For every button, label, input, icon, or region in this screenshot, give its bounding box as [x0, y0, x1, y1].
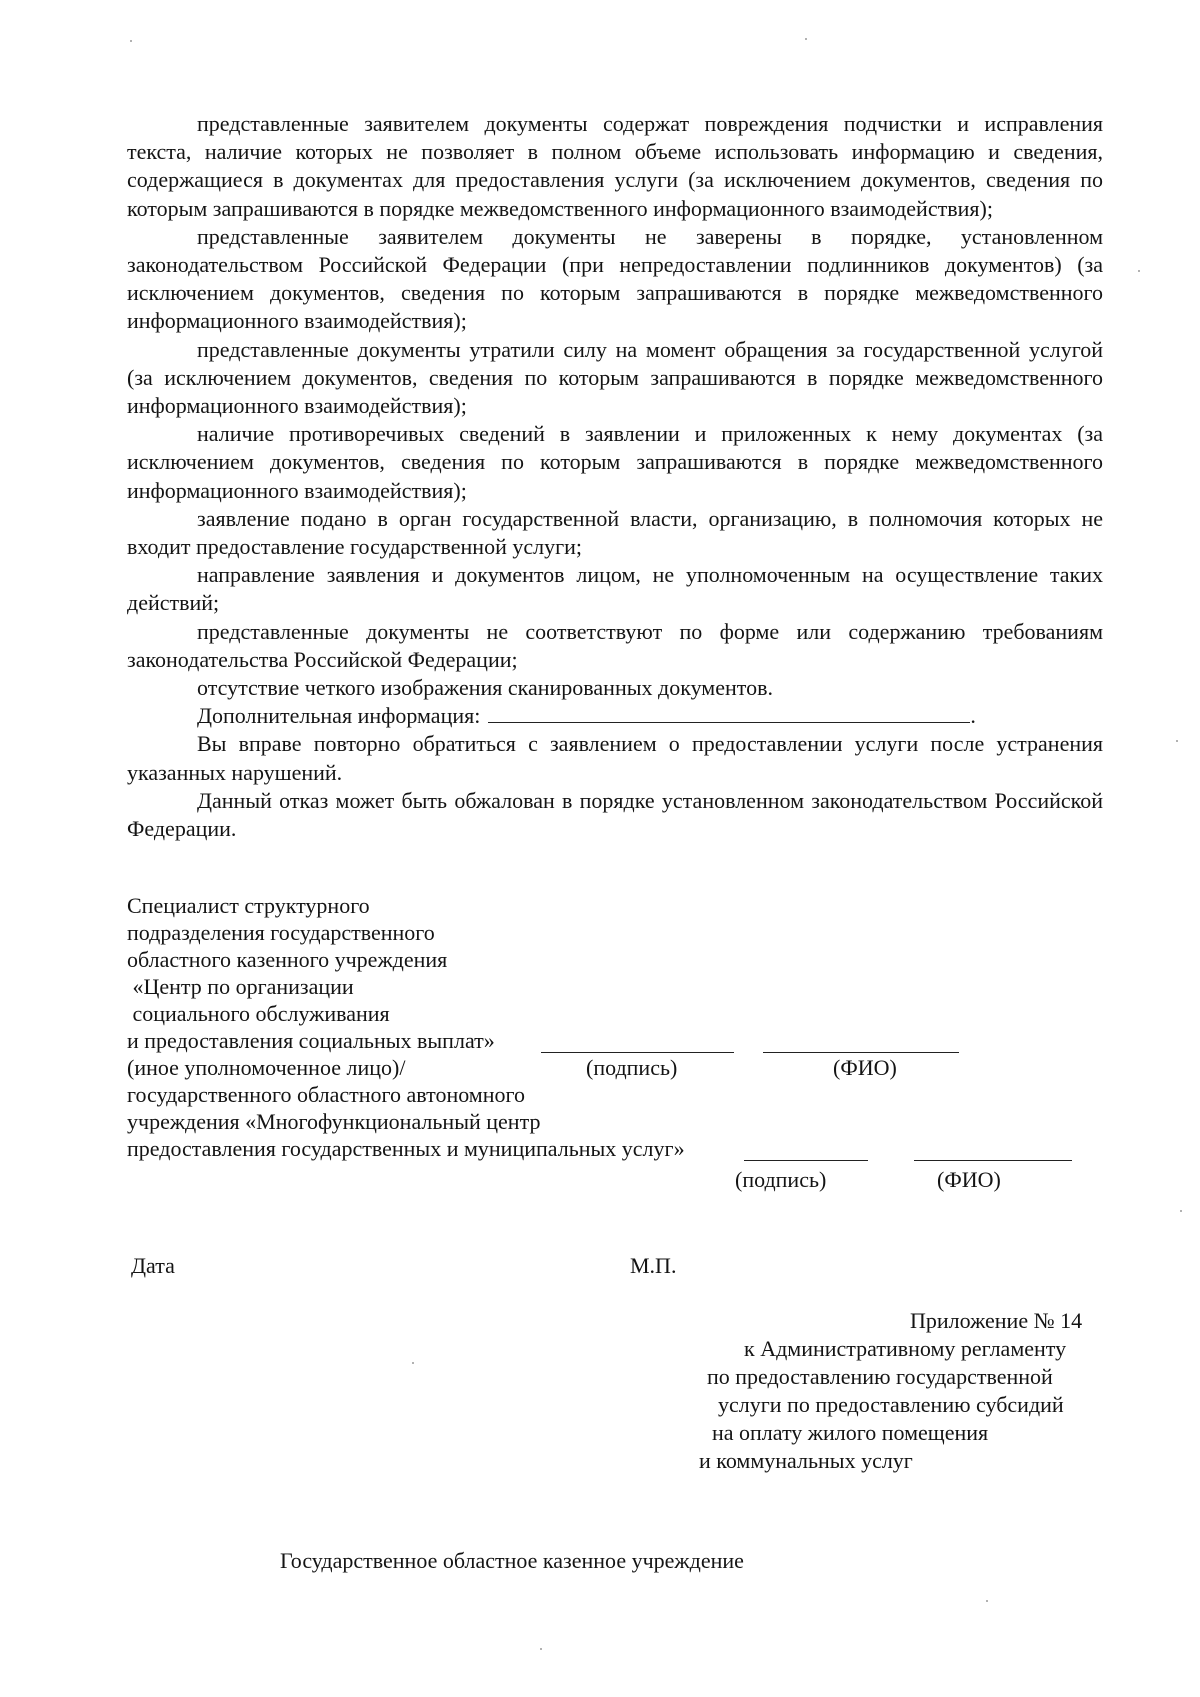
signature-line: учреждения «Многофункциональный центр: [127, 1109, 541, 1134]
fio-caption: (ФИО): [937, 1167, 1001, 1192]
additional-info-row: [127, 702, 1103, 730]
signature-line: областного казенного учреждения: [127, 947, 448, 972]
signature-line: социального обслуживания: [127, 1001, 390, 1026]
seal-label: М.П.: [630, 1253, 677, 1278]
reason-paragraph: отсутствие четкого изображения сканированных документов.: [197, 675, 773, 701]
signature-blank-1: [541, 1052, 734, 1053]
scan-speck: [130, 40, 132, 42]
signature-line: (иное уполномоченное лицо)/: [127, 1055, 406, 1080]
signature-line: государственного областного автономного: [127, 1082, 525, 1107]
scan-speck: [986, 1600, 988, 1602]
date-label: Дата: [131, 1253, 175, 1278]
refusal-reasons-text: [127, 110, 1103, 843]
appendix-line: Приложение № 14: [910, 1308, 1083, 1333]
additional-info-blank: [488, 702, 970, 723]
signature-line: предоставления государственных и муниципальных услуг»: [127, 1136, 685, 1161]
appendix-line: на оплату жилого помещения: [712, 1420, 989, 1445]
additional-info-label: Дополнительная информация:: [197, 703, 481, 729]
appendix-line: услуги по предоставлению субсидий: [718, 1392, 1064, 1417]
signature-caption: (подпись): [586, 1055, 678, 1080]
repeat-paragraph: Вы вправе повторно обратиться с заявлением о предоставлении услуги после устранения указанных нарушений.: [127, 731, 1103, 785]
scan-speck: [1180, 1210, 1182, 1212]
scan-speck: [1176, 740, 1178, 742]
fio-blank-2: [914, 1160, 1072, 1161]
appendix-line: по предоставлению государственной: [707, 1364, 1053, 1389]
scan-speck: [540, 1648, 542, 1650]
reason-paragraph: представленные документы не соответствуют по форме или содержанию требованиям законодательства Российской Федерации;: [127, 618, 1103, 672]
fio-caption: (ФИО): [833, 1055, 897, 1080]
scan-speck: [1138, 270, 1140, 272]
fio-blank-1: [763, 1052, 959, 1053]
reason-paragraph: направление заявления и документов лицом, не уполномоченным на осуществление таких действий;: [127, 562, 1103, 616]
reason-paragraph: заявление подано в орган государственной власти, организацию, в полномочия которых не входит предоставление государственной услуги;: [127, 505, 1103, 560]
reason-paragraph: наличие противоречивых сведений в заявлении и приложенных к нему документах (за исключением документов, сведения по которым запрашиваются в порядке межведомственного информационного взаимодействия);: [127, 421, 1103, 503]
signature-line: Специалист структурного: [127, 893, 370, 918]
signature-blank-2: [744, 1160, 868, 1161]
signature-line: и предоставления социальных выплат»: [127, 1028, 495, 1053]
additional-info-end: .: [970, 703, 976, 729]
reason-paragraph: представленные заявителем документы не заверены в порядке, установленном законодательством Российской Федерации (при непредоставлении подлинников документов) (за исключением документов, сведения по которым запрашиваются в порядке межведомственного информационного взаимодействия);: [127, 223, 1103, 334]
org-heading: Государственное областное казенное учреждение: [280, 1548, 744, 1573]
signature-line: подразделения государственного: [127, 920, 435, 945]
appeal-paragraph: Данный отказ может быть обжалован в порядке установленном законодательством Российской Федерации.: [127, 787, 1103, 842]
reason-paragraph: представленные заявителем документы содержат повреждения подчистки и исправления текста, наличие которых не позволяет в полном объеме использовать информацию и сведения, содержащиеся в документах для предоставления услуги (за исключением документов, сведения по которым запрашиваются в порядке межведомственного информационного взаимодействия);: [127, 111, 1103, 221]
signature-caption: (подпись): [735, 1167, 827, 1192]
scan-speck: [805, 38, 807, 40]
scan-speck: [412, 1362, 414, 1364]
signature-line: «Центр по организации: [127, 974, 354, 999]
appendix-line: к Административному регламенту: [744, 1336, 1067, 1361]
appendix-line: и коммунальных услуг: [699, 1448, 913, 1473]
reason-paragraph: представленные документы утратили силу на момент обращения за государственной услугой (за исключением документов, сведения по которым запрашиваются в порядке межведомственного информационного взаимодействия);: [127, 336, 1103, 419]
